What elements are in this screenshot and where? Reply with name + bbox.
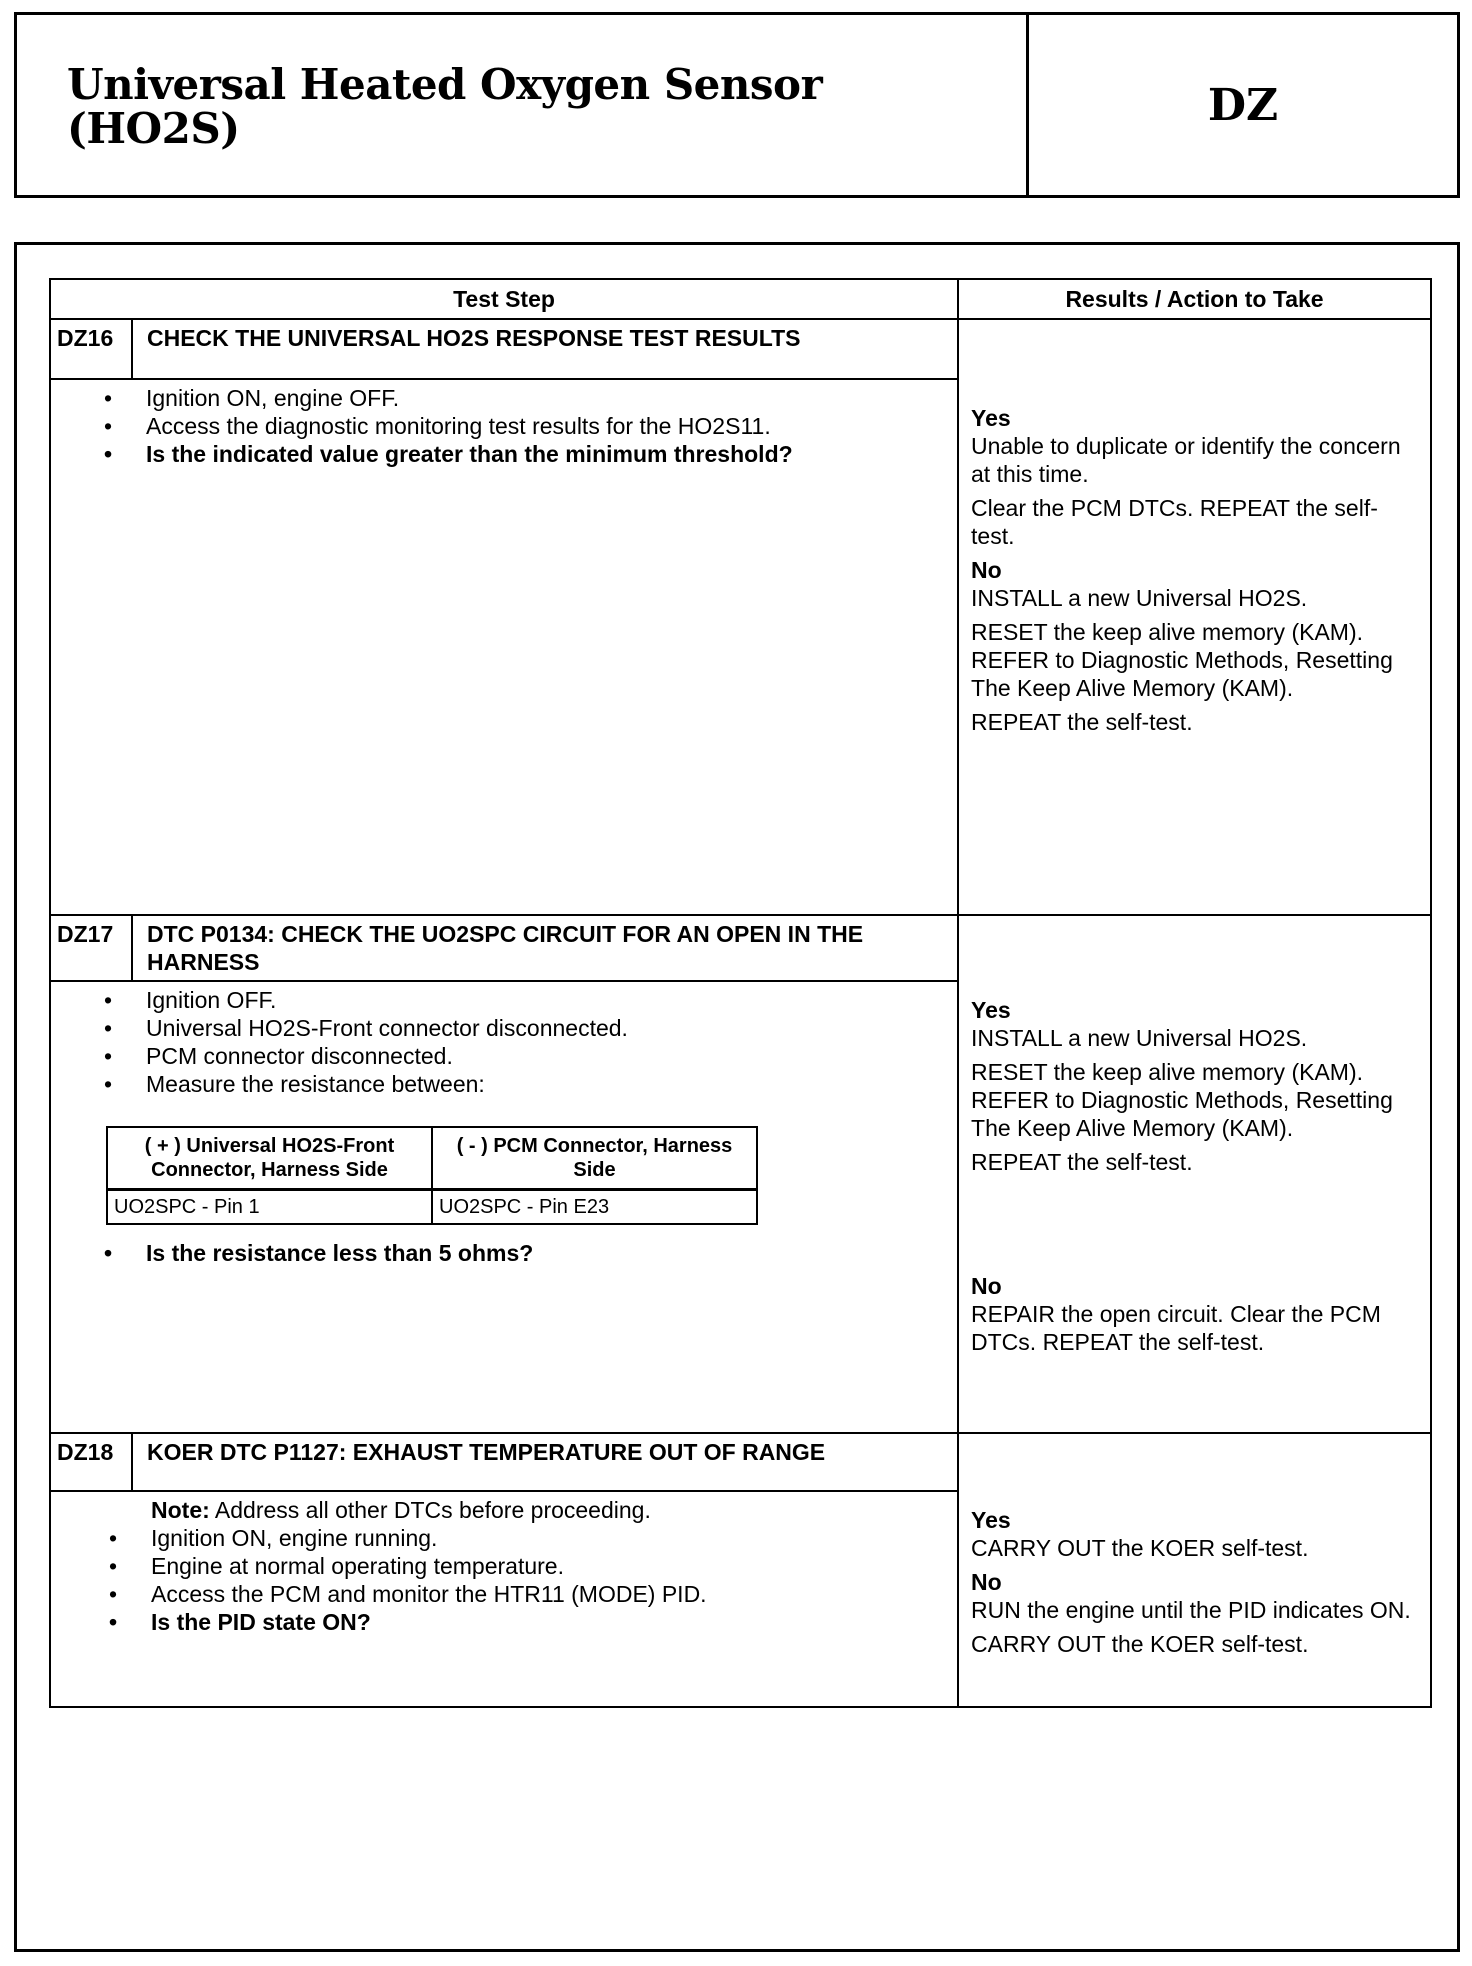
result-text: Unable to duplicate or identify the concern at this time. xyxy=(971,433,1401,487)
note-text: Address all other DTCs before proceeding. xyxy=(209,1497,651,1523)
step-title-dz17: DTC P0134: CHECK THE UO2SPC CIRCUIT FOR AN OPEN IN THE HARNESS xyxy=(132,915,958,981)
step-item: • Access the diagnostic monitoring test results for the HO2S11. xyxy=(104,412,945,440)
step-body-dz18 xyxy=(50,1491,958,1707)
title-line-1: Universal Heated Oxygen Sensor xyxy=(67,60,823,109)
no-label: No xyxy=(971,1273,1002,1299)
results-dz16 xyxy=(958,319,1431,915)
step-item: • Universal HO2S-Front connector disconnected. xyxy=(104,1014,945,1042)
results-dz18 xyxy=(958,1433,1431,1707)
result-text: RESET the keep alive memory (KAM). REFER to Diagnostic Methods, Resetting The Keep Alive Memory (KAM). xyxy=(971,1059,1393,1141)
col-header-test-step: Test Step xyxy=(50,279,958,319)
sub-header-negative: ( - ) PCM Connector, Harness Side xyxy=(432,1127,757,1190)
step-question: • Is the resistance less than 5 ohms? xyxy=(104,1239,945,1267)
result-text: INSTALL a new Universal HO2S. xyxy=(971,1025,1308,1051)
no-label: No xyxy=(971,557,1002,583)
col-header-results: Results / Action to Take xyxy=(958,279,1431,319)
step-item: • PCM connector disconnected. xyxy=(104,1042,945,1070)
sub-cell-negative: UO2SPC - Pin E23 xyxy=(432,1190,757,1225)
header-title-cell xyxy=(17,15,1029,195)
step-item: • Ignition ON, engine OFF. xyxy=(104,384,945,412)
result-text: RUN the engine until the PID indicates ON. xyxy=(971,1597,1411,1623)
result-text: CARRY OUT the KOER self-test. xyxy=(971,1535,1309,1561)
yes-label: Yes xyxy=(971,1507,1011,1533)
section-code: DZ xyxy=(1207,79,1279,131)
step-body-dz16 xyxy=(50,379,958,915)
step-id-dz16: DZ16 xyxy=(50,319,132,379)
step-item: • Ignition OFF. xyxy=(104,986,945,1014)
step-item: • Engine at normal operating temperature. xyxy=(109,1552,945,1580)
result-text: CARRY OUT the KOER self-test. xyxy=(971,1631,1309,1657)
step-question: • Is the PID state ON? xyxy=(109,1608,945,1636)
title-line-2: (HO2S) xyxy=(67,104,240,153)
step-title-dz16: CHECK THE UNIVERSAL HO2S RESPONSE TEST RESULTS xyxy=(132,319,958,379)
page-title xyxy=(67,60,823,153)
result-text: REPAIR the open circuit. Clear the PCM DTCs. REPEAT the self-test. xyxy=(971,1301,1381,1355)
no-label: No xyxy=(971,1569,1002,1595)
step-question: • Is the indicated value greater than the minimum threshold? xyxy=(104,440,945,468)
yes-label: Yes xyxy=(971,997,1011,1023)
step-item: • Ignition ON, engine running. xyxy=(109,1524,945,1552)
step-body-dz17 xyxy=(50,981,958,1433)
result-text: REPEAT the self-test. xyxy=(971,1149,1193,1175)
step-id-dz18: DZ18 xyxy=(50,1433,132,1491)
result-text: INSTALL a new Universal HO2S. xyxy=(971,585,1308,611)
result-text: REPEAT the self-test. xyxy=(971,709,1193,735)
results-dz17 xyxy=(958,915,1431,1433)
note-label: Note: xyxy=(151,1497,210,1523)
resistance-table xyxy=(106,1126,758,1225)
page-header xyxy=(14,12,1460,198)
sub-cell-positive: UO2SPC - Pin 1 xyxy=(107,1190,432,1225)
step-item: • Measure the resistance between: xyxy=(104,1070,945,1098)
step-id-dz17: DZ17 xyxy=(50,915,132,981)
note xyxy=(151,1496,945,1524)
test-step-table xyxy=(49,278,1432,1708)
result-text: Clear the PCM DTCs. REPEAT the self-test. xyxy=(971,495,1378,549)
step-title-dz18: KOER DTC P1127: EXHAUST TEMPERATURE OUT OF RANGE xyxy=(132,1433,958,1491)
yes-label: Yes xyxy=(971,405,1011,431)
result-text: RESET the keep alive memory (KAM). REFER to Diagnostic Methods, Resetting The Keep Alive Memory (KAM). xyxy=(971,619,1393,701)
sub-header-positive: ( + ) Universal HO2S-Front Connector, Harness Side xyxy=(107,1127,432,1190)
step-item: • Access the PCM and monitor the HTR11 (MODE) PID. xyxy=(109,1580,945,1608)
